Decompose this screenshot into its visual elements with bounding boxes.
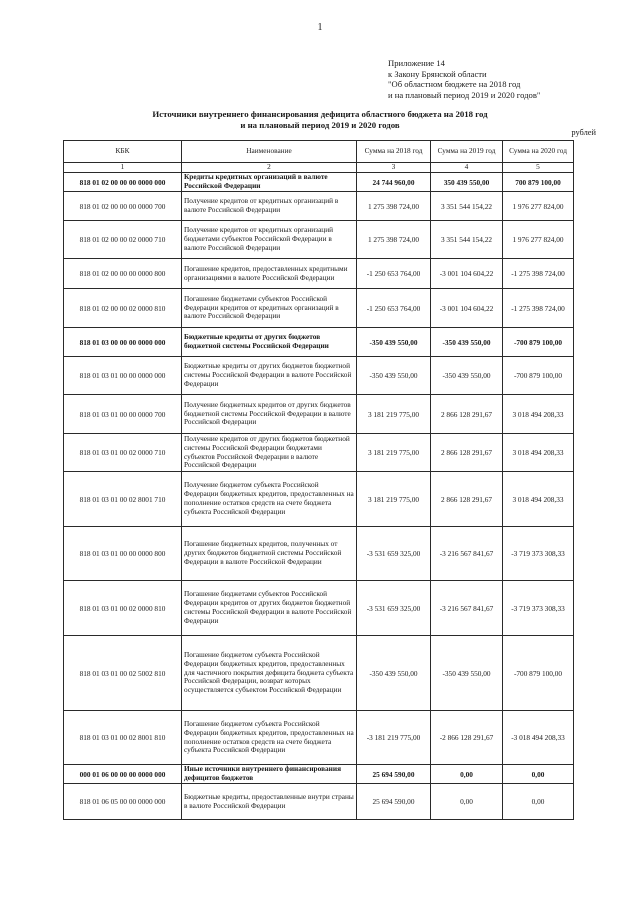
- table-column-numbers-row: [64, 163, 574, 173]
- sum-2019-cell: -350 439 550,00: [431, 636, 503, 711]
- units-label: рублей: [571, 128, 596, 137]
- kbk-cell: 818 01 02 00 00 00 0000 000: [64, 173, 182, 192]
- sum-2019-cell: -2 866 128 291,67: [431, 711, 503, 765]
- sum-2020-cell: -700 879 100,00: [503, 636, 574, 711]
- table-header-row: [64, 141, 574, 163]
- sum-2020-cell: 700 879 100,00: [503, 173, 574, 192]
- table-row: [64, 173, 574, 192]
- sum-2019-cell: 3 351 544 154,22: [431, 221, 503, 259]
- name-cell: Погашение бюджетных кредитов, полученных от других бюджетов бюджетной системы Российской Федерации в валюте Российской Федерации: [182, 527, 357, 581]
- sum-2019-cell: -3 001 104 604,22: [431, 289, 503, 328]
- appendix-line: и на плановый период 2019 и 2020 годов": [388, 89, 541, 100]
- kbk-cell: 818 01 03 01 00 02 8001 810: [64, 711, 182, 765]
- table-row: [64, 636, 574, 711]
- table-row: [64, 328, 574, 357]
- name-cell: Погашение бюджетом субъекта Российской Федерации бюджетных кредитов, предоставленных для частичного покрытия дефицита бюджета субъекта Российской Федерации, возврат которых осуществляется субъектом Российской Федерации: [182, 636, 357, 711]
- name-cell: Получение бюджетом субъекта Российской Федерации бюджетных кредитов, предоставленных на пополнение остатков средств на счете бюджета субъекта Российской Федерации: [182, 472, 357, 527]
- page-number: 1: [317, 22, 323, 33]
- table-row: [64, 289, 574, 328]
- sum-2018-cell: 3 181 219 775,00: [357, 472, 431, 527]
- kbk-cell: 818 01 06 05 00 00 0000 000: [64, 784, 182, 820]
- sum-2020-cell: 3 018 494 208,33: [503, 395, 574, 434]
- sum-2019-cell: -350 439 550,00: [431, 328, 503, 357]
- table-row: [64, 765, 574, 784]
- header-name: Наименование: [182, 141, 357, 163]
- name-cell: Получение кредитов от кредитных организаций бюджетами субъектов Российской Федерации в валюте Российской Федерации: [182, 221, 357, 259]
- sum-2019-cell: 2 866 128 291,67: [431, 434, 503, 472]
- table-row: [64, 357, 574, 395]
- sum-2018-cell: -3 531 659 325,00: [357, 581, 431, 636]
- name-cell: Бюджетные кредиты, предоставленные внутри страны в валюте Российской Федерации: [182, 784, 357, 820]
- name-cell: Кредиты кредитных организаций в валюте Российской Федерации: [182, 173, 357, 192]
- column-number: 4: [431, 163, 503, 173]
- name-cell: Получение кредитов от других бюджетов бюджетной системы Российской Федерации бюджетами субъектов Российской Федерации в валюте Российской Федерации: [182, 434, 357, 472]
- sum-2020-cell: -1 275 398 724,00: [503, 259, 574, 289]
- sum-2018-cell: 3 181 219 775,00: [357, 395, 431, 434]
- sum-2020-cell: 0,00: [503, 784, 574, 820]
- kbk-cell: 000 01 06 00 00 00 0000 000: [64, 765, 182, 784]
- sum-2018-cell: -350 439 550,00: [357, 357, 431, 395]
- sum-2020-cell: 0,00: [503, 765, 574, 784]
- sum-2019-cell: -3 216 567 841,67: [431, 527, 503, 581]
- sum-2019-cell: 3 351 544 154,22: [431, 192, 503, 221]
- sum-2019-cell: -3 001 104 604,22: [431, 259, 503, 289]
- sum-2018-cell: 3 181 219 775,00: [357, 434, 431, 472]
- sum-2020-cell: 3 018 494 208,33: [503, 434, 574, 472]
- name-cell: Погашение кредитов, предоставленных кредитными организациями в валюте Российской Федерации: [182, 259, 357, 289]
- sum-2018-cell: -1 250 653 764,00: [357, 259, 431, 289]
- kbk-cell: 818 01 03 01 00 02 0000 710: [64, 434, 182, 472]
- sum-2018-cell: -350 439 550,00: [357, 636, 431, 711]
- sum-2020-cell: -3 719 373 308,33: [503, 527, 574, 581]
- sum-2018-cell: 1 275 398 724,00: [357, 192, 431, 221]
- kbk-cell: 818 01 02 00 00 00 0000 700: [64, 192, 182, 221]
- financing-sources-table: [63, 140, 574, 820]
- name-cell: Иные источники внутреннего финансирования дефицитов бюджетов: [182, 765, 357, 784]
- sum-2020-cell: -1 275 398 724,00: [503, 289, 574, 328]
- table-row: [64, 472, 574, 527]
- appendix-line: к Закону Брянской области: [388, 68, 487, 79]
- sum-2019-cell: -350 439 550,00: [431, 357, 503, 395]
- kbk-cell: 818 01 03 00 00 00 0000 000: [64, 328, 182, 357]
- document-title: [0, 109, 640, 131]
- table-row: [64, 192, 574, 221]
- appendix-line: Приложение 14: [388, 58, 445, 68]
- kbk-cell: 818 01 02 00 00 00 0000 800: [64, 259, 182, 289]
- table-row: [64, 221, 574, 259]
- sum-2020-cell: 3 018 494 208,33: [503, 472, 574, 527]
- sum-2019-cell: 0,00: [431, 765, 503, 784]
- sum-2018-cell: -1 250 653 764,00: [357, 289, 431, 328]
- name-cell: Погашение бюджетом субъекта Российской Федерации бюджетных кредитов, предоставленных на пополнение остатков средств на счете бюджета субъекта Российской Федерации: [182, 711, 357, 765]
- table-row: [64, 259, 574, 289]
- table-row: [64, 784, 574, 820]
- name-cell: Бюджетные кредиты от других бюджетов бюджетной системы Российской Федерации в валюте Российской Федерации: [182, 357, 357, 395]
- kbk-cell: 818 01 03 01 00 00 0000 000: [64, 357, 182, 395]
- name-cell: Бюджетные кредиты от других бюджетов бюджетной системы Российской Федерации: [182, 328, 357, 357]
- header-sum-2020: Сумма на 2020 год: [503, 141, 574, 163]
- kbk-cell: 818 01 03 01 00 02 8001 710: [64, 472, 182, 527]
- header-sum-2019: Сумма на 2019 год: [431, 141, 503, 163]
- appendix-line: "Об областном бюджете на 2018 год: [388, 79, 521, 90]
- column-number: 5: [503, 163, 574, 173]
- sum-2020-cell: -700 879 100,00: [503, 357, 574, 395]
- sum-2018-cell: 1 275 398 724,00: [357, 221, 431, 259]
- sum-2020-cell: 1 976 277 824,00: [503, 221, 574, 259]
- name-cell: Погашение бюджетами субъектов Российской Федерации кредитов от кредитных организаций в валюте Российской Федерации: [182, 289, 357, 328]
- sum-2020-cell: 1 976 277 824,00: [503, 192, 574, 221]
- sum-2020-cell: -700 879 100,00: [503, 328, 574, 357]
- sum-2018-cell: -3 531 659 325,00: [357, 527, 431, 581]
- name-cell: Получение кредитов от кредитных организаций в валюте Российской Федерации: [182, 192, 357, 221]
- sum-2018-cell: 24 744 960,00: [357, 173, 431, 192]
- header-sum-2018: Сумма на 2018 год: [357, 141, 431, 163]
- sum-2019-cell: 350 439 550,00: [431, 173, 503, 192]
- table-row: [64, 395, 574, 434]
- kbk-cell: 818 01 03 01 00 02 0000 810: [64, 581, 182, 636]
- table-row: [64, 711, 574, 765]
- sum-2018-cell: -3 181 219 775,00: [357, 711, 431, 765]
- name-cell: Погашение бюджетами субъектов Российской Федерации кредитов от других бюджетов бюджетной системы Российской Федерации в валюте Российской Федерации: [182, 581, 357, 636]
- sum-2019-cell: 2 866 128 291,67: [431, 395, 503, 434]
- table-row: [64, 581, 574, 636]
- title-line-2: и на плановый период 2019 и 2020 годов: [240, 120, 400, 130]
- kbk-cell: 818 01 03 01 00 00 0000 800: [64, 527, 182, 581]
- sum-2019-cell: 2 866 128 291,67: [431, 472, 503, 527]
- sum-2018-cell: 25 694 590,00: [357, 765, 431, 784]
- sum-2020-cell: -3 719 373 308,33: [503, 581, 574, 636]
- column-number: 2: [182, 163, 357, 173]
- kbk-cell: 818 01 03 01 00 02 5002 810: [64, 636, 182, 711]
- kbk-cell: 818 01 03 01 00 00 0000 700: [64, 395, 182, 434]
- title-line-1: Источники внутреннего финансирования дефицита областного бюджета на 2018 год: [152, 109, 488, 119]
- sum-2019-cell: -3 216 567 841,67: [431, 581, 503, 636]
- column-number: 3: [357, 163, 431, 173]
- sum-2019-cell: 0,00: [431, 784, 503, 820]
- appendix-reference: [388, 58, 608, 100]
- sum-2018-cell: -350 439 550,00: [357, 328, 431, 357]
- sum-2018-cell: 25 694 590,00: [357, 784, 431, 820]
- sum-2020-cell: -3 018 494 208,33: [503, 711, 574, 765]
- kbk-cell: 818 01 02 00 00 02 0000 810: [64, 289, 182, 328]
- header-kbk: КБК: [64, 141, 182, 163]
- table-row: [64, 527, 574, 581]
- name-cell: Получение бюджетных кредитов от других бюджетов бюджетной системы Российской Федерации в валюте Российской Федерации: [182, 395, 357, 434]
- column-number: 1: [64, 163, 182, 173]
- kbk-cell: 818 01 02 00 00 02 0000 710: [64, 221, 182, 259]
- table-row: [64, 434, 574, 472]
